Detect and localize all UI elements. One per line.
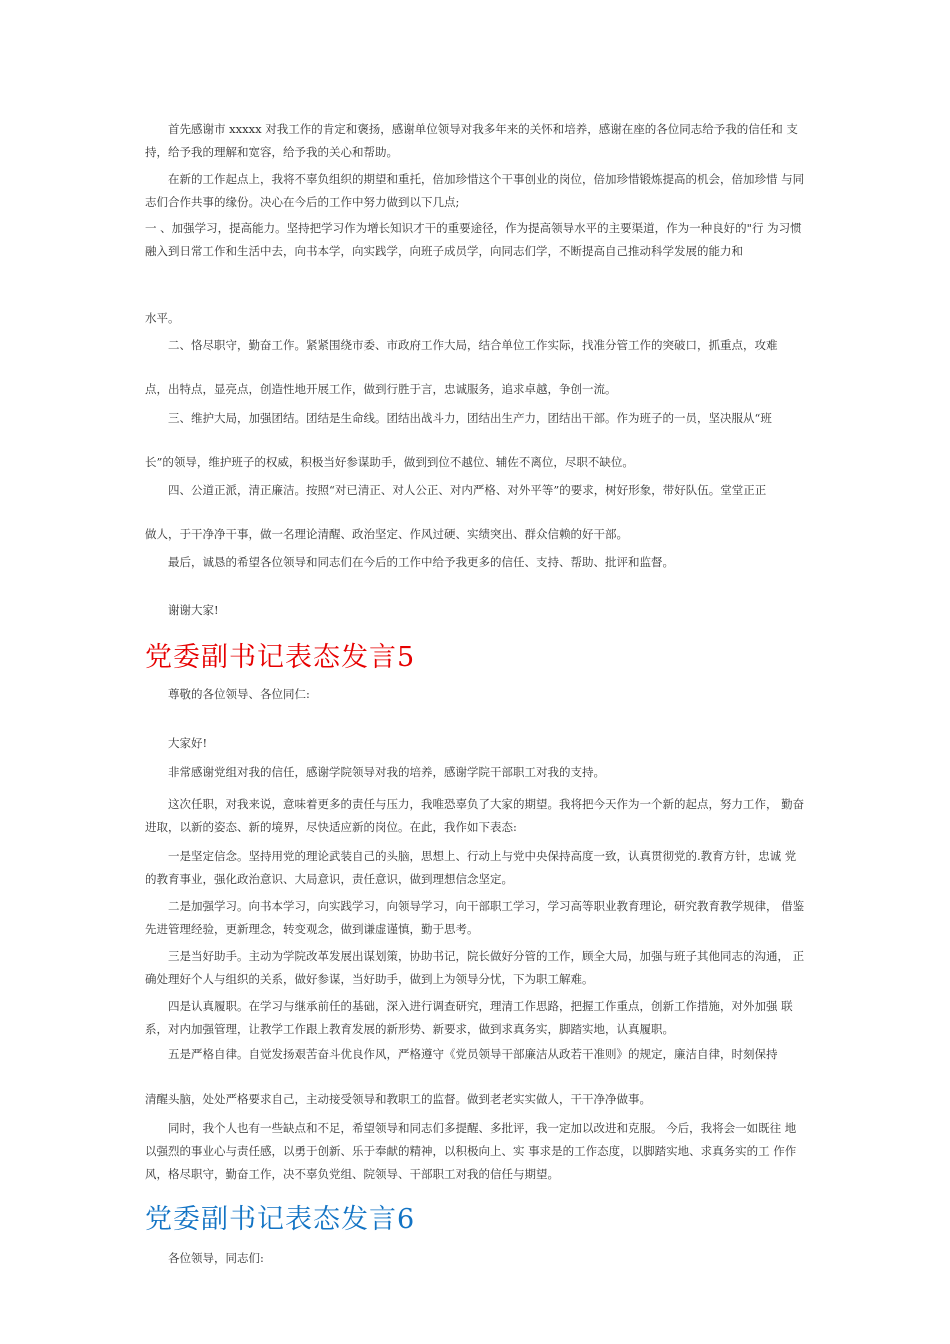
- paragraph: 二、恪尽职守，勤奋工作。紧紧围绕市委、市政府工作大局，结合单位工作实际，找准分管工作的突破口，抓重点，攻难: [168, 338, 778, 352]
- paragraph: 四是认真履职。在学习与继承前任的基础，深入进行调查研究，理清工作思路，把握工作重点，创新工作措施，对外加强 联系，对内加强管理，让教学工作跟上教育发展的新形势、新要求，做到求真务实，脚踏实地，认真履职。: [145, 999, 793, 1036]
- paragraph: 清醒头脑，处处严格要求自己，主动接受领导和教职工的监督。做到老老实实做人，干干净净做事。: [145, 1092, 651, 1106]
- paragraph: 一是坚定信念。坚持用党的理论武装自己的头脑，思想上、行动上与党中央保持高度一致，认真贯彻党的.教育方针，忠诚 党的教育事业，强化政治意识、大局意识，责任意识，做到理想信念坚定。: [145, 849, 797, 886]
- salutation: 各位领导，同志们:: [168, 1251, 264, 1265]
- paragraph: 做人，于干净净干事，做一名理论清醒、政治坚定、作风过硬、实绩突出、群众信赖的好干部。: [145, 527, 628, 541]
- paragraph: 三、维护大局，加强团结。团结是生命线。团结出战斗力，团结出生产力，团结出干部。作为班子的一员，坚决服从“班: [168, 411, 772, 425]
- paragraph: 最后，诚恳的希望各位领导和同志们在今后的工作中给予我更多的信任、支持、帮助、批评和监督。: [168, 555, 674, 569]
- paragraph: 非常感谢党组对我的信任，感谢学院领导对我的培养，感谢学院干部职工对我的支持。: [168, 765, 605, 779]
- section-title-5: 党委副书记表态发言5: [145, 642, 416, 673]
- paragraph: 一 、加强学习，提高能力。坚持把学习作为增长知识才干的重要途径，作为提高领导水平的主要渠道，作为一种良好的"行 为习惯融入到日常工作和生活中去，向书本学，向实践学，向班子成员学，向同志们学，不断提高自己推动科学发展的能力和: [145, 221, 802, 258]
- paragraph: 二是加强学习。向书本学习，向实践学习，向领导学习，向干部职工学习，学习高等职业教育理论，研究教育教学规律， 借鉴先进管理经验，更新理念，转变观念，做到谦虚谨慎，勤于思考。: [145, 899, 805, 936]
- paragraph: 点，出特点，显亮点，创造性地开展工作，做到行胜于言，忠诚服务，追求卓越，争创一流。: [145, 382, 617, 396]
- paragraph: 首先感谢市 xxxxx 对我工作的肯定和褒扬，感谢单位领导对我多年来的关怀和培养，感谢在座的各位同志给予我的信任和 支持，给予我的理解和宽容，给予我的关心和帮助。: [145, 122, 798, 159]
- greeting: 大家好!: [168, 736, 208, 750]
- paragraph: 五是严格自律。自觉发扬艰苦奋斗优良作风，严格遵守《党员领导干部廉洁从政若干准则》的规定，廉洁自律，时刻保持: [168, 1047, 778, 1061]
- paragraph: 四、公道正派，清正廉洁。按照“对已清正、对人公正、对内严格、对外平等”的要求，树好形象，带好队伍。堂堂正正: [168, 483, 767, 497]
- salutation: 尊敬的各位领导、各位同仁:: [168, 687, 310, 701]
- paragraph: 这次任职，对我来说，意味着更多的责任与压力，我唯恐辜负了大家的期望。我将把今天作为一个新的起点，努力工作， 勤奋进取，以新的姿态、新的境界，尽快适应新的岗位。在此，我作如下表态:: [145, 797, 805, 834]
- section-title-6: 党委副书记表态发言6: [145, 1204, 416, 1235]
- paragraph: 在新的工作起点上，我将不辜负组织的期望和重托，倍加珍惜这个干事创业的岗位，倍加珍惜锻炼提高的机会，倍加珍惜 与同志们合作共事的缘份。决心在今后的工作中努力做到以下几点;: [145, 172, 805, 209]
- paragraph: 水平。: [145, 311, 180, 325]
- paragraph: 三是当好助手。主动为学院改革发展出谋划策，协助书记，院长做好分管的工作，顾全大局，加强与班子其他同志的沟通， 正确处理好个人与组织的关系，做好参谋，当好助手，做到上为领导分忧，下为职工解难。: [145, 949, 805, 986]
- paragraph: 同时，我个人也有一些缺点和不足，希望领导和同志们多提醒、多批评，我一定加以改进和克服。 今后，我将会一如既往 地以强烈的事业心与责任感，以勇于创新、乐于奉献的精神，以积极向上、实 事求是的工作态度，以脚踏实地、求真务实的工 作作风，格尽职守，勤奋工作，决不辜负党组、院领导、干部职工对我的信任与期望。: [145, 1121, 797, 1181]
- paragraph: 长”的领导，维护班子的权威，积极当好参谋助手，做到到位不越位、辅佐不离位，尽职不缺位。: [145, 455, 634, 469]
- closing-line: 谢谢大家!: [168, 603, 219, 617]
